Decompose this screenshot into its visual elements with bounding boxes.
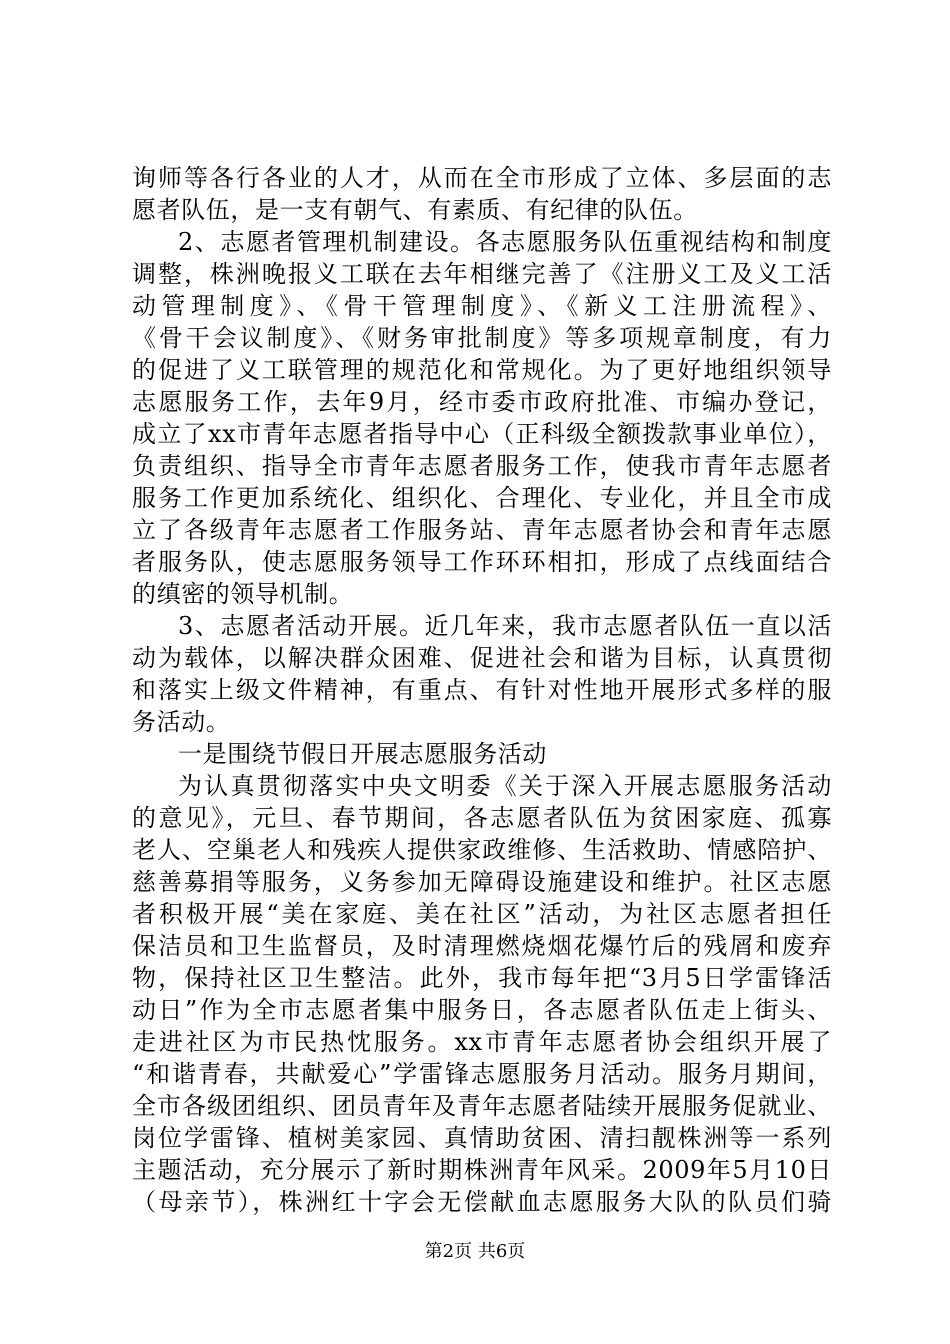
text-line: 的缜密的领导机制。 [132,580,354,608]
text-line: 者积极开展“美在家庭、美在社区”活动，为社区志愿者担任 [132,900,832,928]
page-number-label: 第2页 共6页 [424,1241,526,1262]
paragraph-start-line: 2、志愿者管理机制建设。各志愿服务队伍重视结构和制度 [178,228,832,256]
text-line: 动日”作为全市志愿者集中服务日，各志愿者队伍走上街头、 [132,996,832,1024]
text-line: “和谐青春，共献爱心”学雷锋志愿服务月活动。服务月期间， [132,1060,832,1088]
section-heading: 一是围绕节假日开展志愿服务活动 [178,740,547,768]
text-line: 立了各级青年志愿者工作服务站、青年志愿者协会和青年志愿 [132,516,832,544]
text-line: 全市各级团组织、团员青年及青年志愿者陆续开展服务促就业、 [132,1092,832,1120]
text-line: 岗位学雷锋、植树美家园、真情助贫困、清扫靓株洲等一系列 [132,1124,832,1152]
text-line: 服务工作更加系统化、组织化、合理化、专业化，并且全市成 [132,484,832,512]
text-line: 调整，株洲晚报义工联在去年相继完善了《注册义工及义工活 [132,260,832,288]
document-body [132,162,832,1218]
text-line: 志愿服务工作，去年9月，经市委市政府批准、市编办登记， [132,388,832,416]
text-line: 动管理制度》、《骨干管理制度》、《新义工注册流程》、 [132,292,832,320]
paragraph-start-line: 3、志愿者活动开展。近几年来，我市志愿者队伍一直以活 [178,612,832,640]
text-line: 慈善募捐等服务，义务参加无障碍设施建设和维护。社区志愿 [132,868,832,896]
text-line: 的意见》，元旦、春节期间，各志愿者队伍为贫困家庭、孤寡 [132,804,832,832]
text-line: 询师等各行各业的人才，从而在全市形成了立体、多层面的志 [132,164,832,192]
text-line: 的促进了义工联管理的规范化和常规化。为了更好地组织领导 [132,356,832,384]
text-line: 物，保持社区卫生整洁。此外，我市每年把“3月5日学雷锋活 [132,964,832,992]
text-line: 老人、空巢老人和残疾人提供家政维修、生活救助、情感陪护、 [132,836,832,864]
text-line: 走进社区为市民热忱服务。xx市青年志愿者协会组织开展了 [132,1028,832,1056]
text-line: 和落实上级文件精神，有重点、有针对性地开展形式多样的服 [132,676,832,704]
text-line: 《骨干会议制度》、《财务审批制度》等多项规章制度，有力 [132,324,832,352]
text-line: 负责组织、指导全市青年志愿者服务工作，使我市青年志愿者 [132,452,832,480]
text-line: 愿者队伍，是一支有朝气、有素质、有纪律的队伍。 [132,196,698,224]
text-line: 务活动。 [132,708,231,736]
paragraph-start-line: 为认真贯彻落实中央文明委《关于深入开展志愿服务活动 [178,772,832,800]
text-line: 动为载体，以解决群众困难、促进社会和谐为目标，认真贯彻 [132,644,832,672]
text-line: （母亲节），株洲红十字会无偿献血志愿服务大队的队员们骑 [132,1188,832,1216]
page-footer [0,1240,950,1264]
text-line: 者服务队，使志愿服务领导工作环环相扣，形成了点线面结合 [132,548,832,576]
text-line: 保洁员和卫生监督员，及时清理燃烧烟花爆竹后的残屑和废弃 [132,932,832,960]
text-line: 主题活动，充分展示了新时期株洲青年风采。2009年5月10日 [132,1156,832,1184]
text-line: 成立了xx市青年志愿者指导中心（正科级全额拨款事业单位）， [132,420,832,448]
